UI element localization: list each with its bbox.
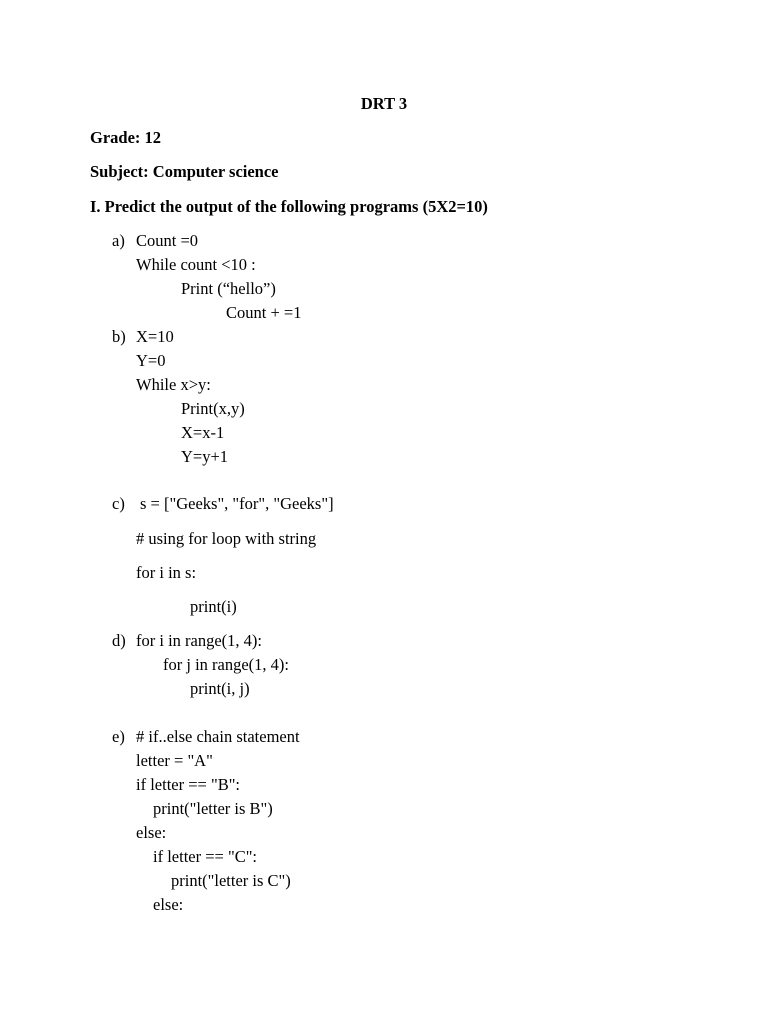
code-line: X=x-1 xyxy=(181,423,225,442)
question-label: e) xyxy=(112,727,125,746)
code-line: While count <10 : xyxy=(136,255,256,274)
code-line: else: xyxy=(153,895,184,914)
code-line: print("letter is B") xyxy=(153,799,273,818)
question-label: c) xyxy=(112,494,125,513)
code-line: for i in s: xyxy=(136,563,197,582)
section-heading: I. Predict the output of the following programs (5X2=10) xyxy=(90,197,488,216)
code-line: if letter == "B": xyxy=(136,775,241,794)
page-title: DRT 3 xyxy=(360,94,408,113)
question-label: d) xyxy=(112,631,126,650)
code-line: for i in range(1, 4): xyxy=(136,631,262,650)
code-line: Print(x,y) xyxy=(181,399,245,418)
code-line: print(i) xyxy=(190,597,237,616)
question-label: b) xyxy=(112,327,126,346)
subject-line: Subject: Computer science xyxy=(90,162,279,181)
code-line: s = ["Geeks", "for", "Geeks"] xyxy=(140,494,334,513)
code-line: Print (“hello”) xyxy=(181,279,276,298)
code-line: # using for loop with string xyxy=(136,529,317,548)
code-line: While x>y: xyxy=(136,375,211,394)
code-line: letter = "A" xyxy=(136,751,213,770)
question-label: a) xyxy=(112,231,125,250)
code-line: Y=y+1 xyxy=(181,447,229,466)
code-line: print(i, j) xyxy=(190,679,250,698)
grade-line: Grade: 12 xyxy=(90,128,162,147)
code-line: else: xyxy=(136,823,167,842)
code-line: Y=0 xyxy=(136,351,166,370)
code-line: for j in range(1, 4): xyxy=(163,655,289,674)
code-line: print("letter is C") xyxy=(171,871,291,890)
code-line: if letter == "C": xyxy=(153,847,258,866)
code-line: Count + =1 xyxy=(226,303,302,322)
code-line: Count =0 xyxy=(136,231,199,250)
code-line: X=10 xyxy=(136,327,174,346)
code-line: # if..else chain statement xyxy=(136,727,300,746)
